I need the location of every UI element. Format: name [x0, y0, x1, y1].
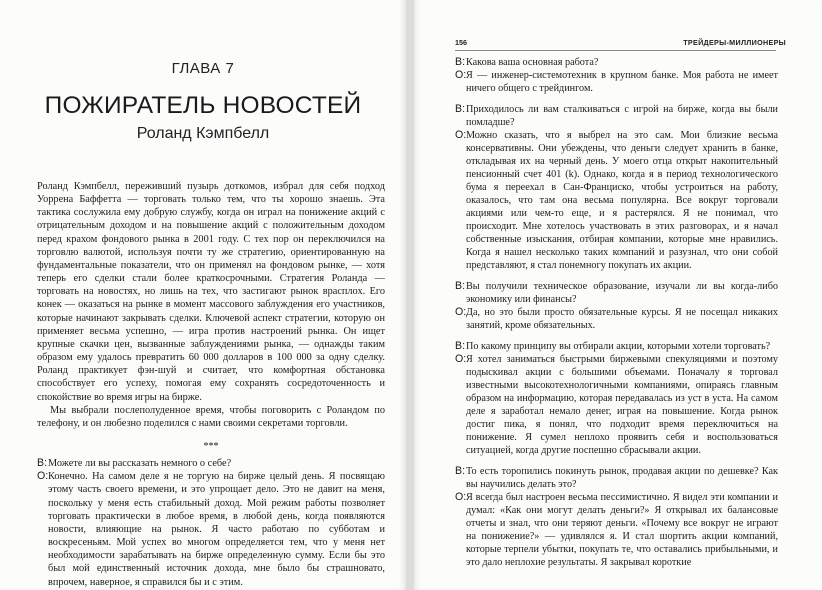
qa-block	[455, 465, 778, 569]
answer-text: Конечно. На самом деле я не торгую на бирже целый день. Я посвящаю этому часть своего времени, и это упрощает дело. Это не давит на меня, поскольку у меня есть стабильный доход. Мой режим работы позволяет торговать практически в любое время, в любой день, когда появляются новости, влияющие на рынок. Я часто работаю по субботам и воскресеньям. Мой успех во многом определяется тем, что у меня нет необходимости зарабатывать на бирже определенную сумму. Если бы это был мой единственный источник дохода, мне было бы страшновато, впрочем, наверное, я справился бы и с этим.	[48, 471, 385, 588]
question-text: Какова ваша основная работа?	[466, 57, 599, 68]
section-separator: ***	[203, 440, 219, 452]
question-label: В:	[37, 457, 48, 470]
qa-question	[455, 280, 778, 306]
question-label: В:	[455, 56, 466, 68]
answer-text: Я хотел заниматься быстрыми биржевыми спекуляциями и поэтому подыскивал акции с большими объемами. Поначалу я торговал известными высокотехнологичными компаниями, опираясь главным образом на информацию, которая передавалась из уст в уста. На самом деле я заработал немало денег, играя на повышение. Когда рынок достиг пика, я понял, что подходит время переключиться на понижение. Я сумел неплохо проявить себя и воспользоваться ситуацией, когда другие поспешно сбрасывали акции.	[466, 354, 778, 456]
book-gutter	[406, 0, 414, 590]
question-text: По какому принципу вы отбирали акции, которыми хотели торговать?	[466, 341, 771, 352]
question-label: В:	[455, 280, 466, 292]
question-text: Можете ли вы рассказать немного о себе?	[48, 458, 232, 470]
answer-text: Да, но это были просто обязательные курсы. Я не посещал никаких занятий, кроме обязательных.	[466, 307, 778, 331]
chapter-author: Роланд Кэмпбелл	[136, 125, 270, 142]
qa-question	[455, 103, 778, 129]
answer-label: О:	[455, 306, 467, 318]
answer-label: О:	[455, 353, 467, 365]
qa-block	[455, 340, 778, 457]
answer-label: О:	[455, 69, 467, 81]
qa-question	[455, 465, 778, 491]
answer-text: Я — инженер-системотехник в крупном банке. Моя работа не имеет ничего общего с трейдингом.	[466, 70, 778, 94]
qa-block	[455, 56, 778, 95]
qa-question	[37, 457, 385, 470]
qa-question	[455, 340, 778, 353]
answer-label: О:	[37, 470, 49, 483]
qa-answer	[37, 470, 385, 588]
question-label: В:	[455, 465, 466, 477]
question-text: Вы получили техническое образование, изучали ли вы когда-либо экономику или финансы?	[466, 281, 778, 305]
answer-text: Я всегда был настроен весьма пессимистично. Я видел эти компании и думал: «Как они могут делать деньги?» Я открывал их балансовые отчеты и знал, что они теряют деньги. «Почему все вокруг не играют на понижение?» — удивлялся я. И стал шортить акции компаний, которые терпели убытки, покупать те, что оставались прибыльными, и это дало неплохие результаты. Я закрывал короткие	[466, 492, 778, 568]
question-text: То есть торопились покинуть рынок, продавая акции по дешевке? Как вы научились делать это?	[466, 466, 778, 490]
qa-question	[455, 56, 778, 69]
intro-paragraph-1: Роланд Кэмпбелл, переживший пузырь доткомов, избрал для себя подход Уоррена Баффетта — торговать только тем, что ты хорошо знаешь. Эта тактика сослужила ему добрую службу, когда он играл на понижение акций с отрицательным доходом и на повышение акций с положительным доходом перед крахом фондового рынка в 2001 году. С тех пор он переключился на торговлю валютой, используя почти ту же стратегию, ориентированную на фундаментальные показатели, что он применял на фондовом рынке, — хотя теперь его сделки стали более краткосрочными. Стратегия Роланда — торговать на новостях, но лишь на тех, что застигают рынок врасплох. Его конек — оказаться на рынке в момент массового заблуждения его участников, которые начинают закрывать сделки. Ключевой аспект стратегии, которую он применяет весьма успешно, — игра против настроений рынка. Он ищет крупные скачки цен, вызванные заблуждениями рынка, — однажды таким образом ему удалось превратить 60 000 долларов в 100 000 за одну сделку. Роланд практикует фэн-шуй и считает, что комфортная обстановка способствует его успеху, помогая ему сохранять сосредоточенность и спокойствие во время игры на бирже.	[37, 181, 385, 403]
qa-answer	[455, 129, 778, 272]
answer-text: Можно сказать, что я выбрел на это сам. Мои близкие весьма консервативны. Они убеждены, что деньги следует хранить в банке, откладывая их на черный день. У моего отца открыт накопительный пенсионный счет 401 (k). Однако, когда я в период технологического бума я переехал в Сан-Франциско, чтобы устроиться на работу, оказалось, что там она весьма популярна. Все вокруг торговали акциями или чем-то еще, и я растерялся. Я не понимал, что происходит. Мне хотелось участвовать в этих разговорах, и я начал собственные изыскания, отбирая компании, которые мне нравились. Когда я нашел несколько таких компаний и разузнал, что они собой представляют, я стал понемногу покупать их акции.	[466, 130, 778, 271]
page-number: 156	[455, 38, 467, 47]
question-label: В:	[455, 103, 466, 115]
qa-answer	[455, 69, 778, 95]
answer-label: О:	[455, 129, 467, 141]
qa-block	[455, 280, 778, 332]
qa-answer	[455, 306, 778, 332]
chapter-label: ГЛАВА 7	[171, 60, 235, 77]
running-title: ТРЕЙДЕРЫ-МИЛЛИОНЕРЫ	[683, 38, 786, 47]
question-label: В:	[455, 340, 466, 352]
right-body	[455, 56, 778, 577]
qa-block	[455, 103, 778, 272]
intro-paragraph-2: Мы выбрали послеполуденное время, чтобы поговорить с Роландом по телефону, и он любезно поделился с нами своими секретами торговли.	[37, 404, 385, 429]
qa-answer	[455, 353, 778, 457]
left-page	[0, 0, 406, 590]
answer-label: О:	[455, 491, 467, 503]
qa-answer	[455, 491, 778, 569]
header-rule	[455, 50, 776, 51]
left-body	[37, 180, 385, 589]
question-text: Приходилось ли вам сталкиваться с игрой на бирже, когда вы были помладше?	[466, 104, 778, 128]
chapter-title: ПОЖИРАТЕЛЬ НОВОСТЕЙ	[44, 92, 362, 119]
